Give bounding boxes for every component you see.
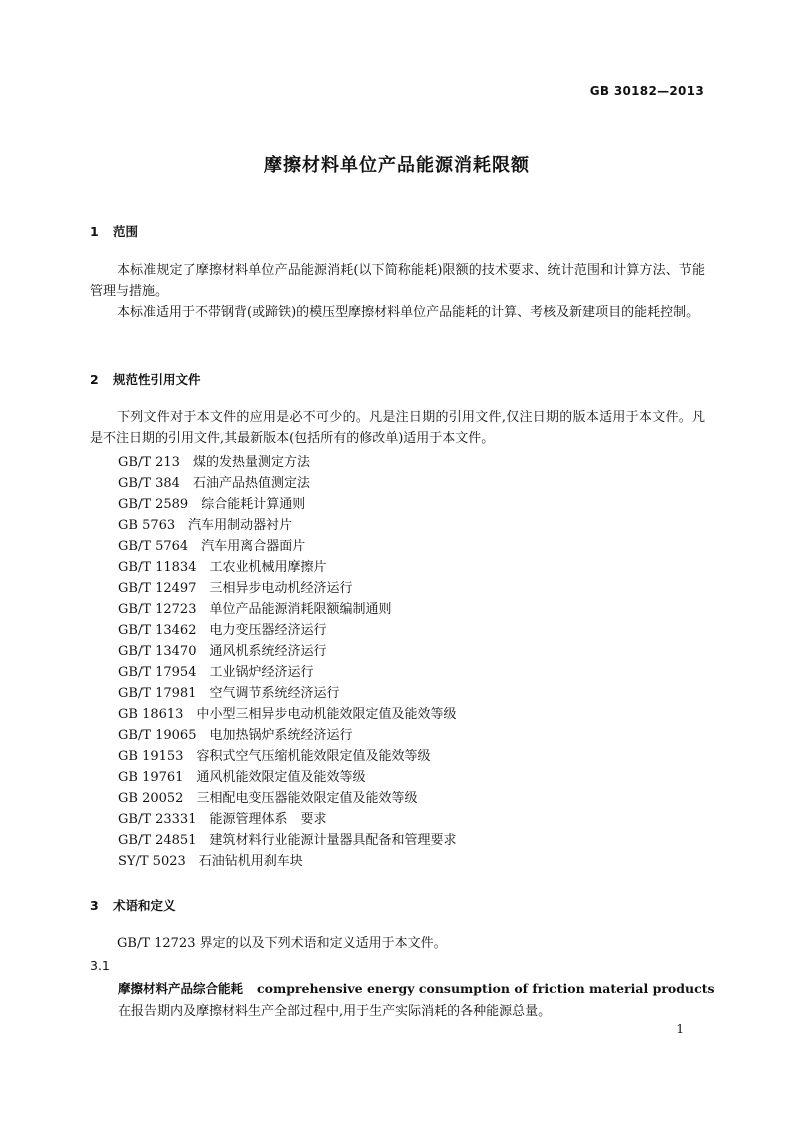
reference-code: GB/T 384 (118, 476, 180, 491)
reference-title: 三相异步电动机经济运行 (209, 581, 353, 596)
reference-item (118, 641, 457, 662)
reference-code: GB/T 2589 (118, 497, 189, 512)
reference-title: 石油产品热值测定法 (192, 476, 310, 491)
section-number: 3 (90, 898, 99, 913)
reference-code: GB 19761 (118, 770, 184, 785)
reference-item (118, 809, 457, 830)
reference-item (118, 662, 457, 683)
standard-number: GB 30182—2013 (589, 84, 704, 98)
reference-title: 容积式空气压缩机能效限定值及能效等级 (196, 749, 431, 764)
reference-code: GB 18613 (118, 707, 184, 722)
page-number: 1 (676, 1022, 684, 1036)
reference-code: GB/T 13462 (118, 623, 197, 638)
reference-code: GB/T 13470 (118, 644, 197, 659)
reference-item (118, 473, 457, 494)
reference-title: 单位产品能源消耗限额编制通则 (209, 602, 392, 617)
reference-item (118, 851, 457, 872)
reference-title: 通风机系统经济运行 (209, 644, 327, 659)
reference-title: 空气调节系统经济运行 (209, 686, 340, 701)
term-entry (118, 979, 715, 997)
reference-title: 汽车用离合器面片 (201, 539, 306, 554)
reference-item (118, 788, 457, 809)
reference-title: 电加热锅炉系统经济运行 (209, 728, 353, 743)
reference-item (118, 683, 457, 704)
reference-item (118, 599, 457, 620)
reference-code: GB/T 213 (118, 455, 180, 470)
section-title: 规范性引用文件 (113, 372, 201, 387)
section-3-heading (90, 896, 176, 914)
reference-item (118, 557, 457, 578)
reference-item (118, 536, 457, 557)
term-definition: 在报告期内及摩擦材料生产全部过程中,用于生产实际消耗的各种能源总量。 (118, 1004, 552, 1019)
reference-code: SY/T 5023 (118, 854, 186, 869)
normative-references-list (118, 452, 457, 872)
reference-title: 通风机能效限定值及能效等级 (196, 770, 366, 785)
term-english: comprehensive energy consumption of friction material products (257, 981, 715, 996)
reference-item (118, 452, 457, 473)
reference-code: GB/T 5764 (118, 539, 189, 554)
reference-title: 能源管理体系 要求 (209, 812, 327, 827)
reference-item (118, 830, 457, 851)
reference-title: 中小型三相异步电动机能效限定值及能效等级 (196, 707, 457, 722)
reference-title: 工业锅炉经济运行 (209, 665, 314, 680)
reference-item (118, 620, 457, 641)
document-title: 摩擦材料单位产品能源消耗限额 (264, 155, 530, 176)
scope-paragraph-1: 本标准规定了摩擦材料单位产品能源消耗(以下简称能耗)限额的技术要求、统计范围和计算方法、节能管理与措施。 (90, 263, 705, 299)
reference-code: GB/T 17954 (118, 665, 197, 680)
section-1-heading (90, 222, 138, 240)
reference-title: 综合能耗计算通则 (201, 497, 306, 512)
reference-item (118, 725, 457, 746)
scope-paragraph-2: 本标准适用于不带钢背(或蹄铁)的模压型摩擦材料单位产品能耗的计算、考核及新建项目的能耗控制。 (117, 305, 700, 320)
references-intro: 下列文件对于本文件的应用是必不可少的。凡是注日期的引用文件,仅注日期的版本适用于本文件。凡是不注日期的引用文件,其最新版本(包括所有的修改单)适用于本文件。 (90, 410, 705, 446)
reference-code: GB/T 19065 (118, 728, 197, 743)
reference-title: 三相配电变压器能效限定值及能效等级 (196, 791, 418, 806)
term-number: 3.1 (90, 958, 110, 973)
reference-code: GB/T 24851 (118, 833, 197, 848)
section-title: 术语和定义 (113, 898, 176, 913)
reference-code: GB 5763 (118, 518, 176, 533)
reference-item (118, 578, 457, 599)
reference-code: GB/T 12497 (118, 581, 197, 596)
reference-code: GB/T 11834 (118, 560, 197, 575)
reference-item (118, 746, 457, 767)
section-2-heading (90, 370, 201, 388)
reference-code: GB 20052 (118, 791, 184, 806)
reference-title: 石油钻机用刹车块 (198, 854, 303, 869)
reference-title: 电力变压器经济运行 (209, 623, 327, 638)
terms-intro: GB/T 12723 界定的以及下列术语和定义适用于本文件。 (117, 936, 447, 951)
reference-item (118, 515, 457, 536)
section-number: 2 (90, 372, 99, 387)
reference-code: GB/T 17981 (118, 686, 197, 701)
section-title: 范围 (113, 224, 139, 239)
reference-title: 建筑材料行业能源计量器具配备和管理要求 (209, 833, 457, 848)
reference-title: 煤的发热量测定方法 (192, 455, 310, 470)
term-chinese: 摩擦材料产品综合能耗 (118, 981, 244, 996)
reference-code: GB 19153 (118, 749, 184, 764)
reference-item (118, 767, 457, 788)
reference-item (118, 704, 457, 725)
reference-title: 汽车用制动器衬片 (188, 518, 293, 533)
reference-title: 工农业机械用摩擦片 (209, 560, 327, 575)
reference-item (118, 494, 457, 515)
section-number: 1 (90, 224, 99, 239)
reference-code: GB/T 23331 (118, 812, 197, 827)
reference-code: GB/T 12723 (118, 602, 197, 617)
